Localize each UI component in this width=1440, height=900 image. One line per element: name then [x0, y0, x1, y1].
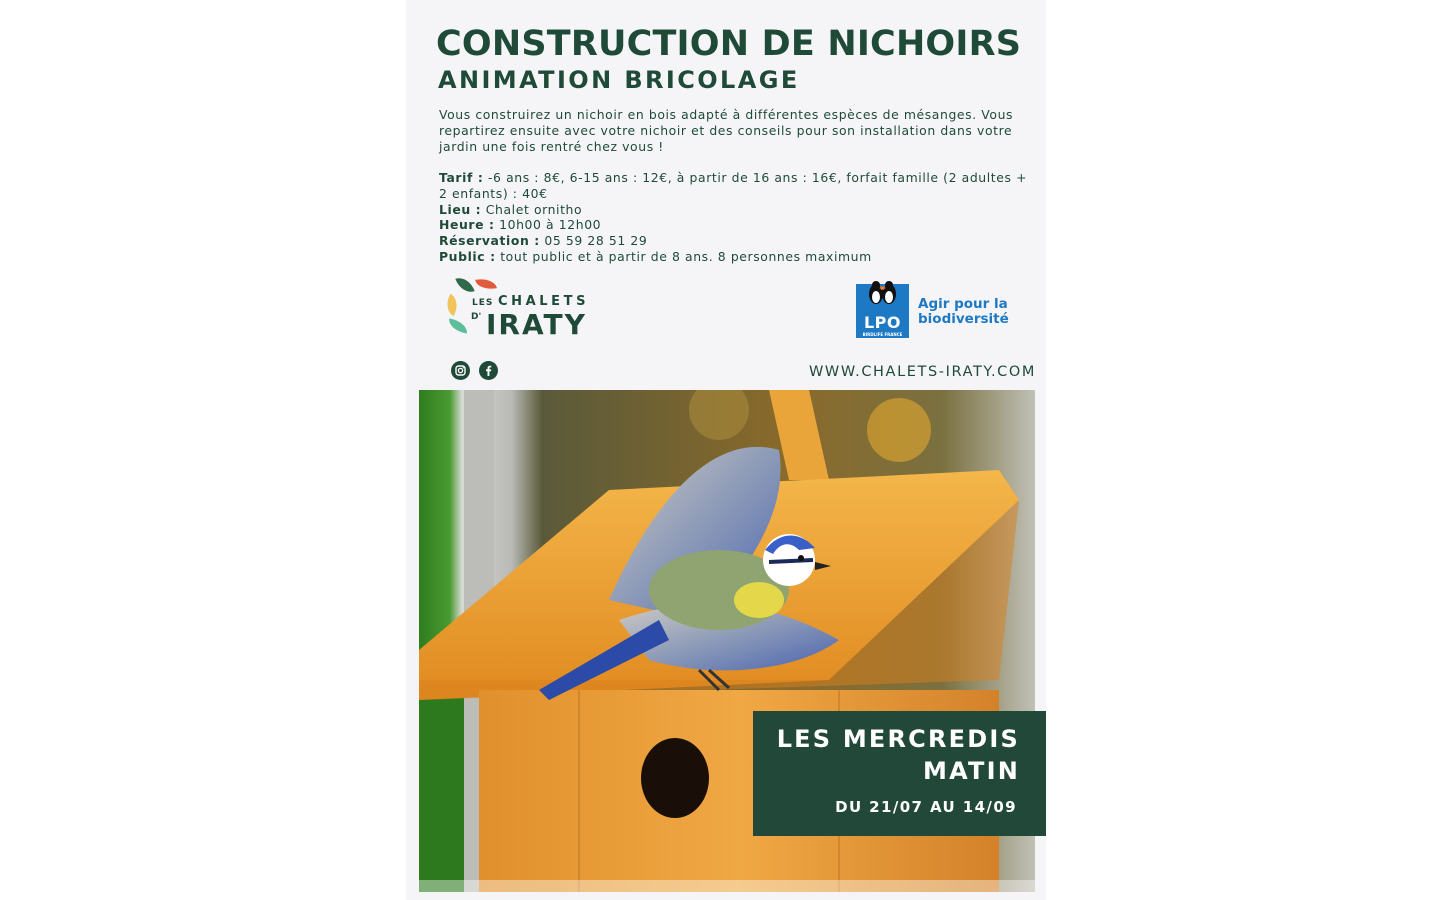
social-links: [451, 361, 502, 381]
info-public: [439, 249, 1039, 265]
info-public-label: Public :: [439, 248, 496, 264]
facebook-icon[interactable]: [479, 361, 498, 380]
poster-title: CONSTRUCTION DE NICHOIRS: [436, 24, 1022, 64]
info-lieu-value: Chalet ornitho: [481, 201, 583, 217]
lpo-badge: [856, 284, 909, 338]
chalets-iraty-logo: [442, 272, 602, 348]
info-lieu-label: Lieu :: [439, 201, 482, 217]
leaf-icon: [455, 274, 474, 296]
event-description: Vous construirez un nichoir en bois adapté à différentes espèces de mésanges. Vous repartirez ensuite avec votre nichoir et des conseils pour son installation dans votre jardin une fois rentré chez vous !: [439, 107, 1014, 154]
info-public-value: tout public et à partir de 8 ans. 8 personnes maximum: [495, 248, 872, 264]
info-tarif: [439, 170, 1039, 202]
info-tarif-value: -6 ans : 8€, 6-15 ans : 12€, à partir de 16 ans : 16€, forfait famille (2 adultes + 2 enfants) : 40€: [439, 170, 1028, 201]
date-line2: MATIN: [923, 757, 1020, 785]
logo-iraty: IRATY: [486, 308, 587, 341]
date-line1: LES MERCREDIS: [776, 725, 1020, 753]
info-tarif-label: Tarif :: [439, 170, 484, 185]
logo-les: LES: [472, 298, 494, 308]
website-link[interactable]: WWW.CHALETS-IRATY.COM: [808, 364, 1036, 380]
logo-d: D': [471, 312, 482, 322]
leaf-icon: [447, 318, 469, 333]
info-heure-label: Heure :: [439, 217, 495, 233]
event-info: [439, 170, 1039, 265]
logo-chalets: CHALETS: [498, 294, 590, 309]
info-reservation-label: Réservation :: [439, 233, 540, 249]
poster: [406, 0, 1046, 900]
poster-subtitle: ANIMATION BRICOLAGE: [438, 66, 800, 94]
lpo-letters: LPO: [863, 313, 902, 332]
lpo-subtext: BIRDLIFE FRANCE: [862, 332, 903, 337]
lpo-tagline: Agir pour la biodiversité: [918, 296, 1009, 327]
date-box: [753, 711, 1046, 836]
instagram-icon[interactable]: [451, 361, 470, 380]
info-heure: [439, 217, 1039, 233]
puffin-icon: [856, 278, 909, 308]
leaf-icon: [441, 294, 462, 317]
info-heure-value: 10h00 à 12h00: [494, 217, 602, 233]
info-reservation: [439, 233, 1039, 249]
date-range: DU 21/07 AU 14/09: [835, 798, 1017, 816]
leaf-icon: [475, 276, 497, 291]
info-lieu: [439, 202, 1039, 218]
lpo-logo: [856, 280, 1036, 340]
info-reservation-value: 05 59 28 51 29: [539, 233, 648, 249]
